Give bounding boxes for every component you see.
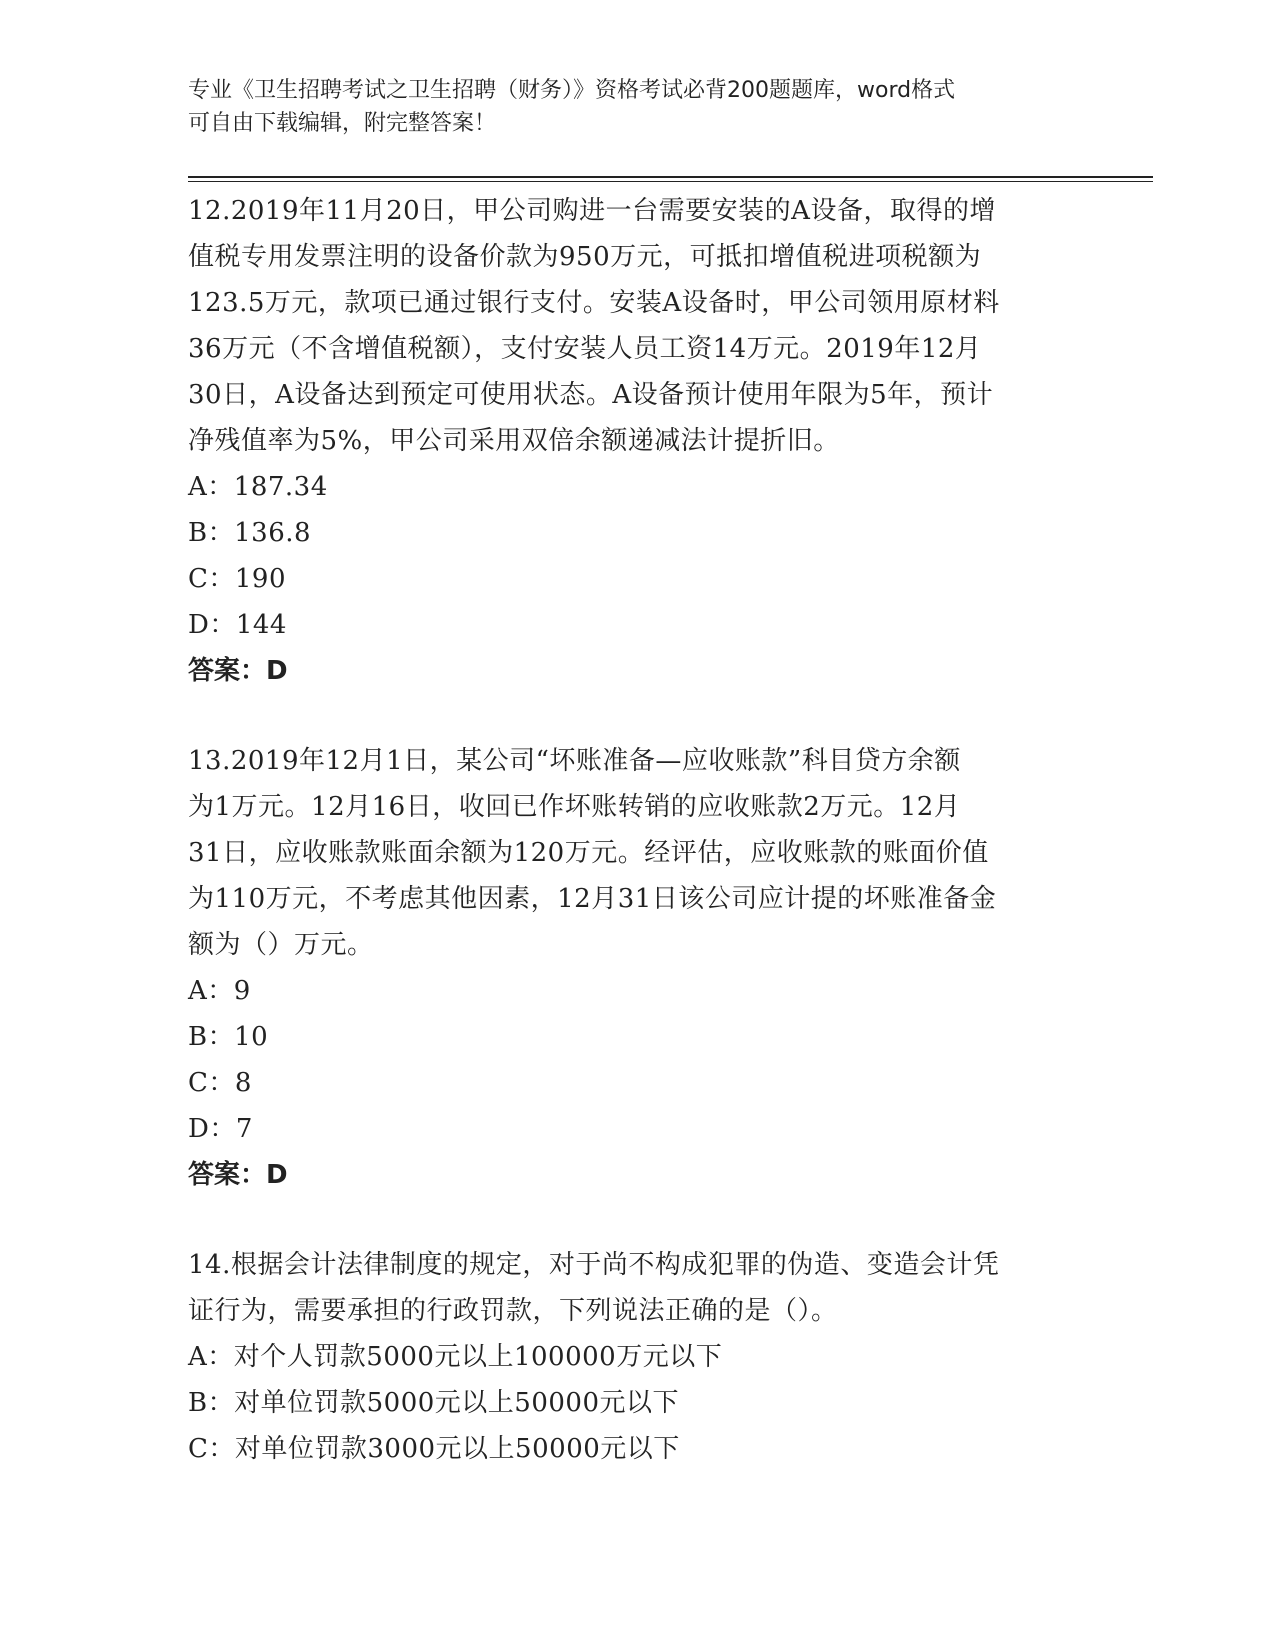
question-list (188, 188, 1088, 1516)
option-a: A：187.34 (188, 472, 328, 502)
stem-line: 净残值率为5%，甲公司采用双倍余额递减法计提折旧。 (188, 426, 840, 456)
stem-line: 证行为，需要承担的行政罚款，下列说法正确的是（）。 (188, 1296, 838, 1326)
option-a: A：对个人罚款5000元以上100000万元以下 (188, 1342, 723, 1372)
option-b: B：10 (188, 1022, 269, 1052)
question-stem (188, 738, 1088, 968)
question-12 (188, 188, 1088, 694)
stem-line: 12.2019年11月20日，甲公司购进一台需要安装的A设备，取得的增 (188, 196, 996, 226)
option-c: C：8 (188, 1068, 252, 1098)
stem-line: 30日，A设备达到预定可使用状态。A设备预计使用年限为5年，预计 (188, 380, 994, 410)
header-divider-thin (188, 181, 1153, 182)
stem-line: 值税专用发票注明的设备价款为950万元，可抵扣增值税进项税额为 (188, 242, 982, 272)
option-c: C：对单位罚款3000元以上50000元以下 (188, 1434, 680, 1464)
option-a: A：9 (188, 976, 251, 1006)
question-13 (188, 738, 1088, 1198)
stem-line: 14.根据会计法律制度的规定，对于尚不构成犯罪的伪造、变造会计凭 (188, 1250, 1000, 1280)
header-divider-thick (188, 176, 1153, 178)
option-b: B：对单位罚款5000元以上50000元以下 (188, 1388, 679, 1418)
stem-line: 为1万元。12月16日，收回已作坏账转销的应收账款2万元。12月 (188, 792, 961, 822)
option-d: D：7 (188, 1114, 253, 1144)
option-c: C：190 (188, 564, 287, 594)
stem-line: 为110万元，不考虑其他因素，12月31日该公司应计提的坏账准备金 (188, 884, 997, 914)
stem-line: 123.5万元，款项已通过银行支付。安装A设备时，甲公司领用原材料 (188, 288, 1000, 318)
header-line: 专业《卫生招聘考试之卫生招聘（财务）》资格考试必背200题题库，word格式 (188, 78, 956, 103)
header-line: 可自由下载编辑，附完整答案！ (188, 111, 497, 136)
stem-line: 36万元（不含增值税额），支付安装人员工资14万元。2019年12月 (188, 334, 982, 364)
option-d: D：144 (188, 610, 287, 640)
answer-label: 答案：D (188, 1160, 288, 1190)
option-b: B：136.8 (188, 518, 312, 548)
stem-line: 31日，应收账款账面余额为120万元。经评估，应收账款的账面价值 (188, 838, 989, 868)
stem-line: 额为（）万元。 (188, 930, 374, 960)
question-stem (188, 188, 1088, 464)
stem-line: 13.2019年12月1日，某公司“坏账准备—应收账款”科目贷方余额 (188, 746, 961, 776)
answer-label: 答案：D (188, 656, 288, 686)
question-14 (188, 1242, 1088, 1472)
question-stem (188, 1242, 1088, 1334)
document-header (188, 74, 1068, 140)
